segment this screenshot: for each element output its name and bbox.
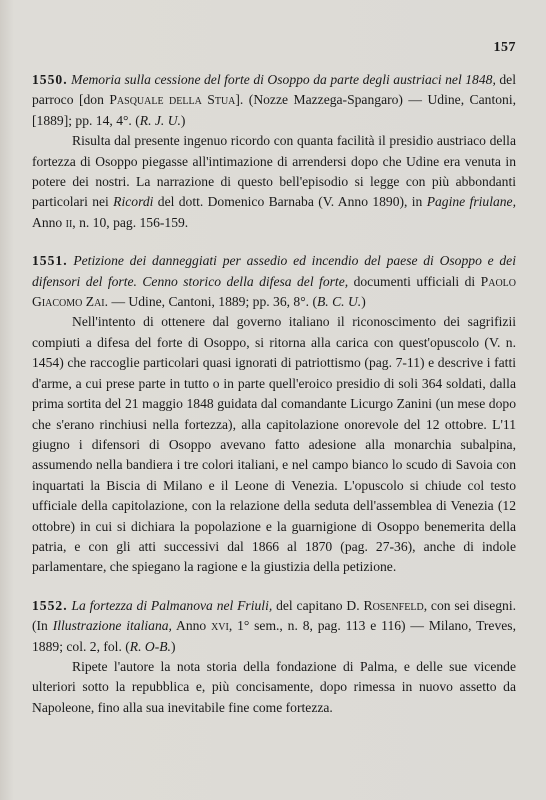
library-siglum: R. J. U. [139,112,181,128]
entry-citation: 1550. Memoria sulla cessione del forte di Osoppo da parte degli austriaci nel 1848, del parroco [don Pasquale della Stua]. (Nozze Mazzega-Spangaro) — Udine, Cantoni, [1889]; pp. 14, 4°. (R. J. U.) [32,72,516,128]
entry-abstract: Ripete l'autore la nota storia della fondazione di Palma, e delle sue vicende ulteriori sotto la repubblica e, più concisamente, dopo rimessa in nuovo assetto da Napoleone, fino alla sua inevitabile fine come fortezza. [32,658,516,715]
page-number: 157 [493,40,516,55]
entry-title: Petizione dei danneggiati per assedio ed incendio del paese di Osoppo e dei difensori del forte. Cenno storico della difesa del forte, [32,253,516,289]
author-name: Rosenfeld [363,597,424,613]
entry-abstract: Risulta dal presente ingenuo ricordo con quanta facilità il presidio austriaco della fortezza di Osoppo piegasse all'intimazione di arrendersi dopo che Udine era venuta in potere dei nostri. La narrazione di questo bell'episodio si legge con più abbondanti particolari nei Ricordi del dott. Domenico Barnaba (V. Anno 1890), in Pagine friulane, Anno ii, n. 10, pag. 156-159. [32,133,516,230]
author-name: Paolo Giacomo Zai [32,273,516,310]
entry-number: 1552. [32,597,68,613]
library-siglum: B. C. U. [317,294,362,310]
author-name: Pasquale della Stua [109,92,236,108]
entry-number: 1551. [32,253,68,269]
entry-title: Memoria sulla cessione del forte di Osoppo da parte degli austriaci nel 1848, [71,72,496,87]
entry-title: La fortezza di Palmanova nel Friuli, [71,597,273,613]
entry-number: 1550. [32,72,68,87]
entry-abstract: Nell'intento di ottenere dal governo italiano il riconoscimento dei sagrifizii compiuti a difesa del forte di Osoppo, si ritorna alla carica con quest'opuscolo (V. n. 1454) che raccoglie particolari quasi ignorati di patriottismo (pag. 7-11) e descrive i fatti d'arme, a cui prese parte in tutto o in parte quell'eroico presidio di soli 364 soldati, dalla prima sortita del 21 maggio 1848 guidata dal comandante Licurgo Zanini (un mese dopo che s'erano rinchiusi nella fortezza), alla capitolazione onorevole del 12 ottobre. L'11 giugno i difensori di Osoppo avevano fatto adesione alla monarchia subalpina, assumendo nella bandiera i tre colori italiani, e nel campo bianco lo scudo di Savoia con inquartati la Biscia di Milano e il Leone di Venezia. L'opuscolo si chiude col testo ufficiale della capitolazione, con la relazione della seduta dell'assemblea di Venezia (12 ottobre) in cui si dichiara la popolazione e la guarnigione di Osoppo benemerita della patria, e con gli atti successivi dal 1866 al 1870 (pag. 27-36), anche di indole parlamentare, che spiegano la ragione e la giustizia della petizione. [32,314,516,575]
entry-citation: 1552. La fortezza di Palmanova nel Friuli, del capitano D. Rosenfeld, con sei disegni. (In Illustrazione italiana, Anno xvi, 1° sem., n. 8, pag. 113 e 116) — Milano, Treves, 1889; col. 2, fol. (R. O-B.) [32,597,516,654]
bibliography-entries [32,70,516,718]
entry-citation: 1551. Petizione dei danneggiati per assedio ed incendio del paese di Osoppo e dei difensori del forte. Cenno storico della difesa del forte, documenti ufficiali di Paolo Giacomo Zai. — Udine, Cantoni, 1889; pp. 36, 8°. (B. C. U.) [32,253,516,310]
entry-1550 [32,70,516,233]
library-siglum: R. O-B. [129,638,171,654]
entry-1551 [32,251,516,578]
entry-1552 [32,596,516,718]
